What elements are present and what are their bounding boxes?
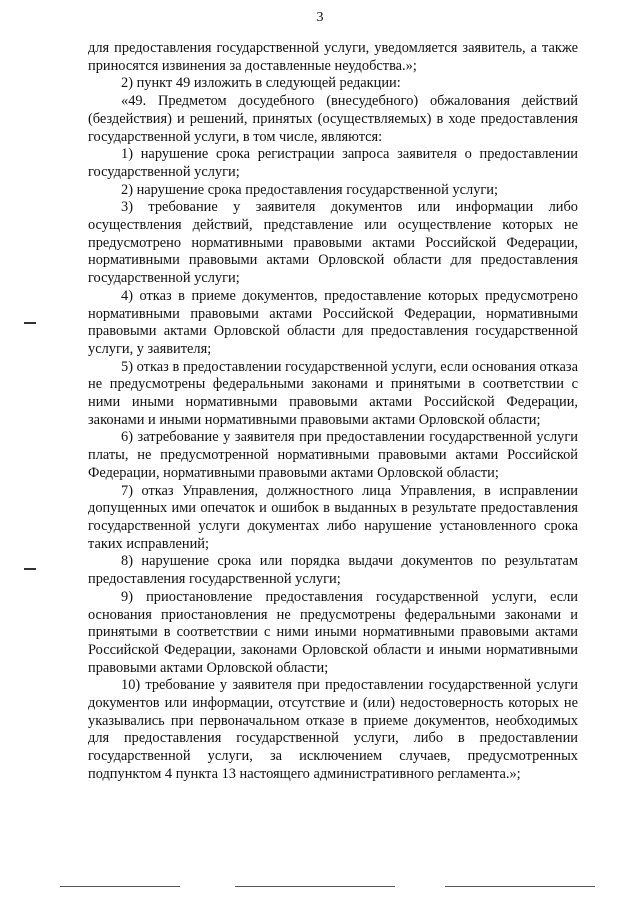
scan-edge-line-left bbox=[60, 886, 180, 887]
list-item-3: 3) требование у заявителя документов или информации либо осуществления действий, представление или осуществление которых не предусмотрено нормативными правовыми актами Российской Федерации, нормативными правовыми актами Орловской области для предоставления государственной услуги; bbox=[88, 199, 578, 287]
list-item-1: 1) нарушение срока регистрации запроса заявителя о предоставлении государственной услуги; bbox=[88, 146, 578, 180]
margin-mark-top bbox=[24, 322, 36, 324]
paragraph-continuation: для предоставления государственной услуги, уведомляется заявитель, а также приносятся извинения за доставленные неудобства.»; bbox=[88, 40, 578, 74]
margin-mark-bottom bbox=[24, 568, 36, 570]
list-item-5: 5) отказ в предоставлении государственной услуги, если основания отказа не предусмотрены федеральными законами и принятыми в соответствии с ними иными нормативными правовыми актами Российской Федерации, законами и иными нормативными правовыми актами Орловской области; bbox=[88, 358, 578, 428]
document-body bbox=[88, 40, 578, 784]
list-item-9: 9) приостановление предоставления государственной услуги, если основания приостановления не предусмотрены федеральными законами и принятыми в соответствии с ними иными нормативными правовыми актами Российской Федерации, законами Орловской области и иными нормативными правовыми актами Орловской области; bbox=[88, 588, 578, 676]
paragraph-item-2-intro: 2) пункт 49 изложить в следующей редакции: bbox=[121, 75, 401, 92]
list-item-10: 10) требование у заявителя при предоставлении государственной услуги документов или информации, отсутствие и (или) недостоверность которых не указывались при первоначальном отказе в приеме документов, необходимых для предоставления государственной услуги, либо в предоставлении государственной услуги, за исключением случаев, предусмотренных подпунктом 4 пункта 13 настоящего административного регламента.»; bbox=[88, 677, 578, 782]
paragraph-point-49: «49. Предметом досудебного (внесудебного) обжалования действий (бездействия) и решений, принятых (осуществляемых) в ходе предоставления государственной услуги, в том числе, являются: bbox=[88, 93, 578, 145]
page-number: 3 bbox=[316, 10, 324, 25]
list-item-4: 4) отказ в приеме документов, предоставление которых предусмотрено нормативными правовыми актами Российской Федерации, нормативными правовыми актами Орловской области для предоставления государственной услуги, у заявителя; bbox=[88, 287, 578, 357]
list-item-7: 7) отказ Управления, должностного лица Управления, в исправлении допущенных ими опечаток и ошибок в выданных в результате предоставления государственной услуги документах либо нарушение установленного срока таких исправлений; bbox=[88, 482, 578, 552]
list-item-8: 8) нарушение срока или порядка выдачи документов по результатам предоставления государственной услуги; bbox=[88, 553, 578, 588]
scan-edge-line-middle bbox=[235, 886, 395, 887]
list-item-2: 2) нарушение срока предоставления государственной услуги; bbox=[121, 181, 498, 198]
list-item-6: 6) затребование у заявителя при предоставлении государственной услуги платы, не предусмотренной нормативными правовыми актами Российской Федерации, нормативными правовыми актами Орловской области; bbox=[88, 429, 578, 481]
scan-edge-line-right bbox=[445, 886, 595, 887]
